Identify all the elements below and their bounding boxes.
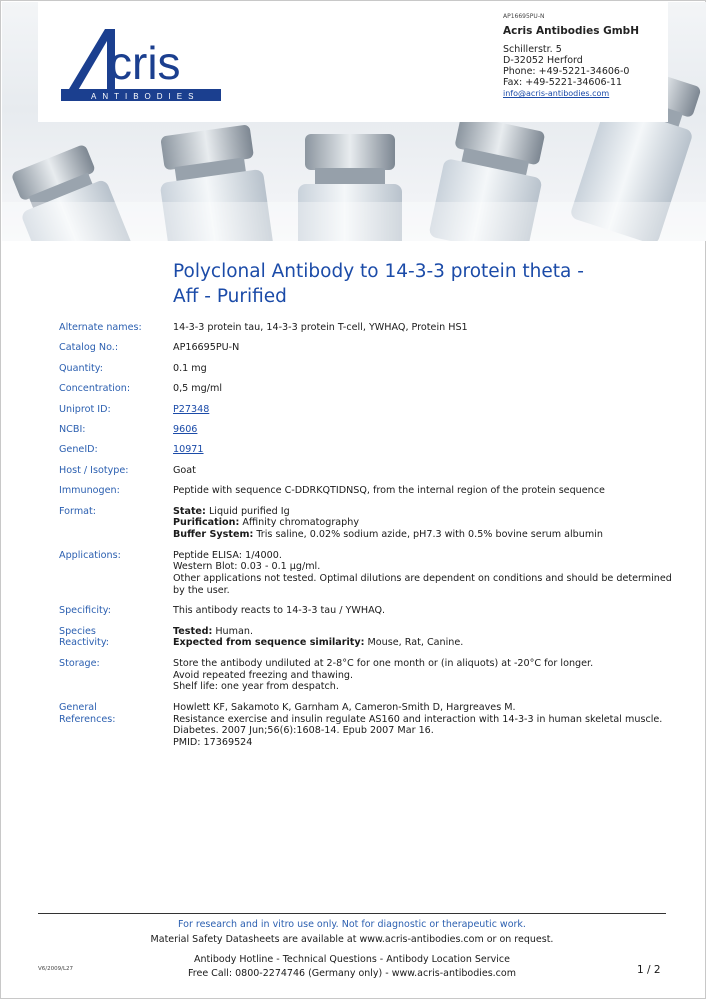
spec-row-uniprot: [59, 404, 679, 416]
spec-row-applications: [59, 550, 679, 597]
spec-label-line: General: [59, 701, 97, 713]
format-state-value: Liquid purified Ig: [205, 505, 290, 517]
format-purification-value: Affinity chromatography: [239, 517, 359, 529]
spec-row-alternate-names: [59, 322, 679, 334]
spec-label: Applications:: [59, 549, 121, 561]
spec-row-quantity: [59, 363, 679, 375]
spec-row-references: [59, 702, 679, 749]
spec-value: 14-3-3 protein tau, 14-3-3 protein T-cell, YWHAQ, Protein HS1: [173, 322, 468, 333]
tested-value: Human.: [212, 625, 253, 637]
expected-value: Mouse, Rat, Canine.: [364, 637, 464, 649]
spec-label: Alternate names:: [59, 322, 142, 333]
company-street: Schillerstr. 5: [503, 44, 562, 55]
spec-label: Format:: [59, 505, 97, 517]
spec-label: Quantity:: [59, 362, 103, 374]
product-title: [173, 259, 673, 309]
spec-label: NCBI:: [59, 423, 86, 435]
company-phone: Phone: +49-5221-34606-0: [503, 66, 630, 77]
spec-label: Specificity:: [59, 605, 111, 617]
spec-value: [173, 702, 679, 749]
spec-value: 0.1 mg: [173, 362, 207, 374]
spec-label-line: Reactivity:: [59, 637, 110, 649]
spec-row-geneid: [59, 444, 679, 456]
spec-label: Catalog No.:: [59, 342, 119, 354]
spec-label: Host / Isotype:: [59, 464, 129, 476]
spec-row-species-reactivity: [59, 626, 679, 650]
applications-line: Peptide ELISA: 1/4000.: [173, 549, 282, 561]
logo-wordmark: cris: [109, 37, 181, 89]
msds-notice: Material Safety Datasheets are available at www.acris-antibodies.com or on request.: [150, 934, 554, 945]
spec-value: [173, 658, 679, 693]
storage-line: Shelf life: one year from despatch.: [173, 681, 339, 693]
spec-label: Immunogen:: [59, 485, 120, 497]
spec-row-specificity: [59, 605, 679, 617]
footer-divider: [38, 913, 666, 914]
spec-value: Goat: [173, 464, 196, 476]
reference-line: Howlett KF, Sakamoto K, Garnham A, Cameron-Smith D, Hargreaves M.: [173, 701, 516, 713]
tested-label: Tested:: [173, 625, 213, 637]
freecall-text: Free Call: 0800-2274746 (Germany only) - www.acris-antibodies.com: [188, 968, 516, 979]
format-state-label: State:: [173, 505, 206, 517]
expected-label: Expected from sequence similarity:: [173, 637, 365, 649]
format-purification-label: Purification:: [173, 517, 240, 529]
ncbi-link[interactable]: 9606: [173, 423, 198, 435]
hotline-block: [38, 953, 666, 981]
spec-value: Peptide with sequence C-DDRKQTIDNSQ, from the internal region of the protein sequence: [173, 485, 605, 497]
spec-row-host: [59, 465, 679, 477]
spec-value: [173, 626, 679, 650]
spec-row-ncbi: [59, 424, 679, 436]
company-email-link[interactable]: info@acris-antibodies.com: [503, 89, 610, 98]
hotline-text: Antibody Hotline - Technical Questions - Antibody Location Service: [194, 954, 510, 965]
version-code: V6/2009/L27: [38, 966, 74, 972]
storage-line: Avoid repeated freezing and thawing.: [173, 669, 354, 681]
company-name: Acris Antibodies GmbH: [503, 25, 639, 37]
applications-line: Western Blot: 0.03 - 0.1 µg/ml.: [173, 561, 321, 573]
applications-line: Other applications not tested. Optimal dilutions are dependent on conditions and should be determined by the user.: [173, 573, 672, 596]
spec-label-line: References:: [59, 713, 116, 725]
format-buffer-label: Buffer System:: [173, 529, 254, 541]
spec-row-catalog: [59, 342, 679, 354]
reference-line: Resistance exercise and insulin regulate AS160 and interaction with 14-3-3 in human skeletal muscle.: [173, 713, 663, 725]
spec-label: Concentration:: [59, 383, 131, 395]
storage-line: Store the antibody undiluted at 2-8°C for one month or (in aliquots) at -20°C for longer.: [173, 657, 594, 669]
spec-value: 0,5 mg/ml: [173, 383, 222, 395]
spec-label: [59, 702, 173, 749]
spec-table: [59, 322, 679, 758]
reference-line: Diabetes. 2007 Jun;56(6):1608-14. Epub 2007 Mar 16.: [173, 725, 434, 737]
reference-line: PMID: 17369524: [173, 737, 253, 749]
spec-label: GeneID:: [59, 444, 98, 456]
company-city: D-32052 Herford: [503, 55, 583, 66]
uniprot-link[interactable]: P27348: [173, 403, 210, 415]
spec-row-immunogen: [59, 485, 679, 497]
research-use-notice: For research and in vitro use only. Not for diagnostic or therapeutic work.: [178, 919, 526, 930]
geneid-link[interactable]: 10971: [173, 444, 204, 456]
spec-value: AP16695PU-N: [173, 342, 240, 354]
spec-label: [59, 626, 173, 650]
spec-row-concentration: [59, 383, 679, 395]
spec-row-format: [59, 506, 679, 541]
company-fax: Fax: +49-5221-34606-11: [503, 77, 623, 88]
spec-label: Uniprot ID:: [59, 403, 111, 415]
logo-subtitle: ANTIBODIES: [91, 92, 200, 101]
product-title-line2: Aff - Purified: [173, 286, 287, 307]
spec-row-storage: [59, 658, 679, 693]
company-address-block: [503, 11, 639, 99]
page-number: 1 / 2: [637, 964, 661, 976]
format-buffer-value: Tris saline, 0.02% sodium azide, pH7.3 with 0.5% bovine serum albumin: [253, 529, 603, 541]
spec-label-line: Species: [59, 625, 96, 637]
acris-logo: [61, 23, 221, 105]
spec-value: This antibody reacts to 14-3-3 tau / YWHAQ.: [173, 605, 386, 617]
spec-value: [173, 506, 679, 541]
spec-label: Storage:: [59, 657, 100, 669]
product-title-line1: Polyclonal Antibody to 14-3-3 protein theta -: [173, 261, 584, 282]
spec-value: [173, 550, 679, 597]
doc-code: AP16695PU-N: [503, 13, 545, 20]
